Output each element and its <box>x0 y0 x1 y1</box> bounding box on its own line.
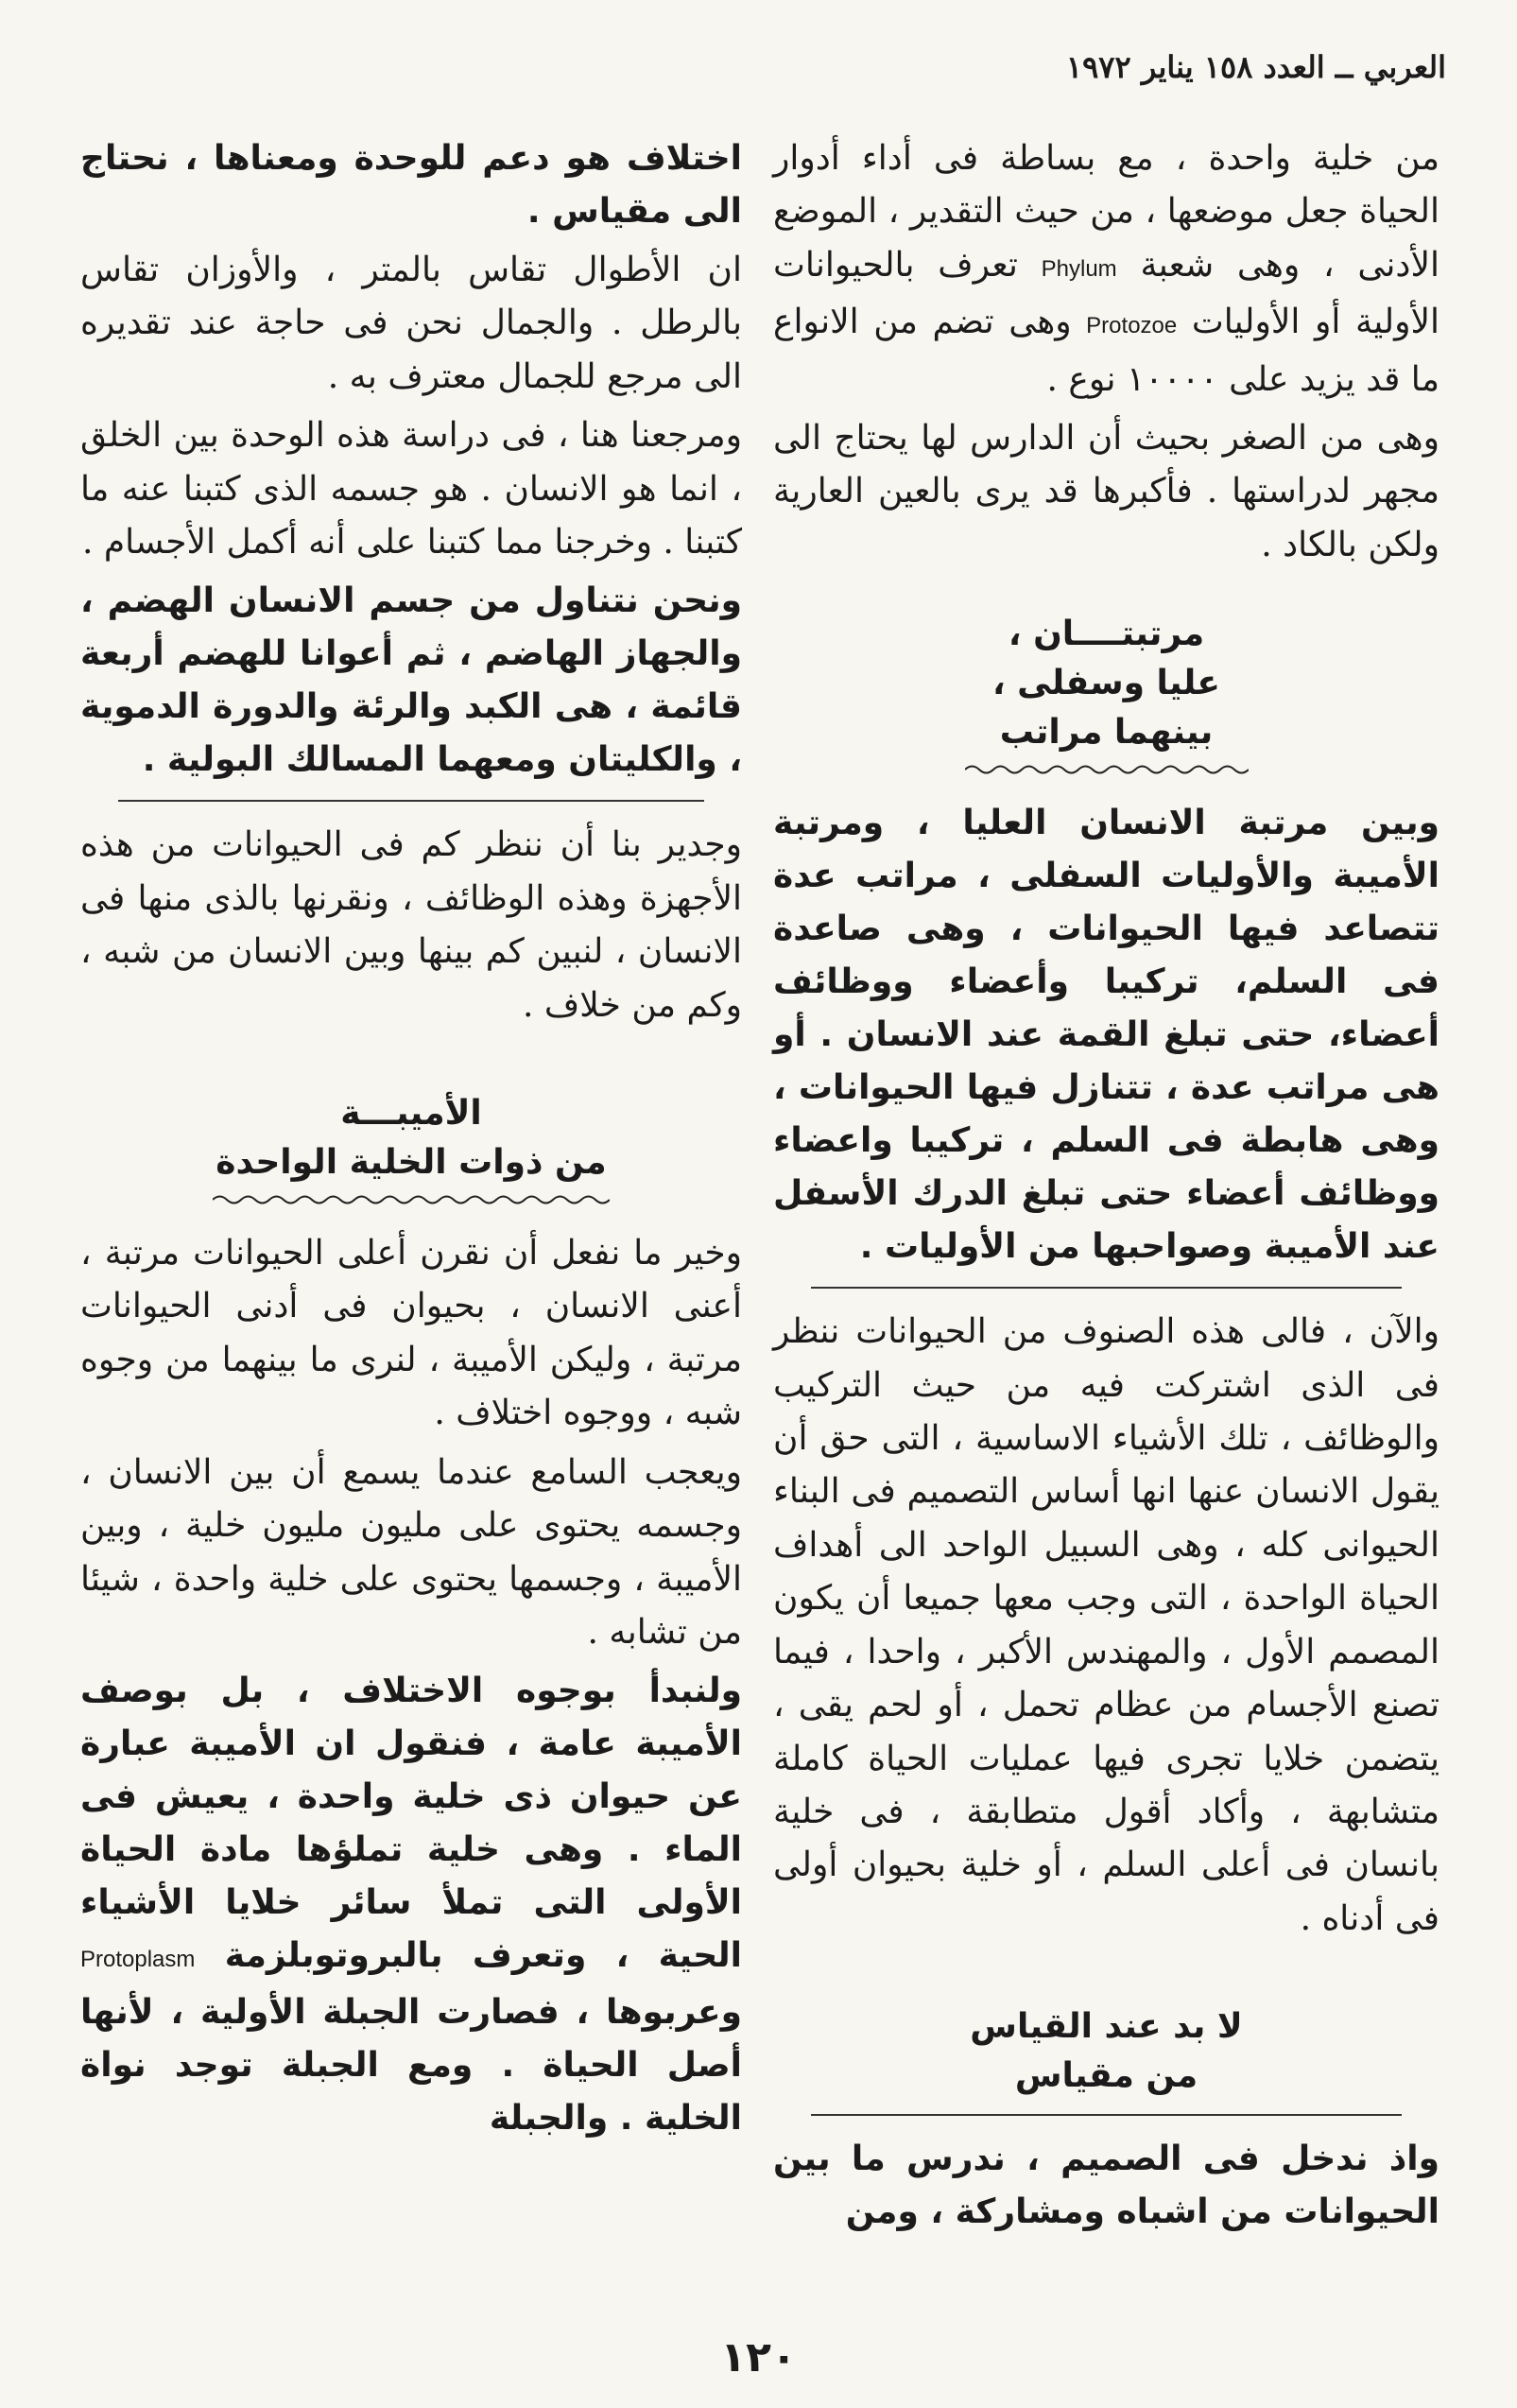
heading-line: الأميبـــة <box>340 1094 482 1134</box>
latin-term-protoplasm: Protoplasm <box>80 1947 196 1973</box>
paragraph: وجدير بنا أن ننظر كم فى الحيوانات من هذه الأجهزة وهذه الوظائف ، ونقرنها بالذى منها فى الانسان ، لنبين كم بينها وبين الانسان من شبه ، وكم من خلاف . <box>80 825 742 1025</box>
heading-line: لا بد عند القياس <box>970 2007 1243 2047</box>
heading-line: بينهما مراتب <box>999 713 1214 753</box>
latin-term-protozoe: Protozoe <box>1086 313 1178 339</box>
bold-paragraph: ونحن نتناول من جسم الانسان الهضم ، والجهاز الهاضم ، ثم أعوانا للهضم أربعة قائمة ، هى الكبد والرئة والدورة الدموية ، والكليتان ومعهما المسالك البولية . <box>80 581 742 780</box>
left-column <box>80 132 742 2151</box>
squiggle-divider <box>213 1193 610 1206</box>
paragraph: وخير ما نفعل أن نقرن أعلى الحيوانات مرتبة ، أعنى الانسان ، بحيوان فى أدنى الحيوانات مرتبة ، وليكن الأميبة ، لنرى ما بينهما من وجوه شبه ، ووجوه اختلاف . <box>80 1234 742 1433</box>
bold-paragraph <box>80 1665 742 2145</box>
divider <box>811 2114 1402 2116</box>
heading-line: عليا وسفلى ، <box>991 664 1221 703</box>
section-heading <box>773 2002 1439 2101</box>
running-header: العربي ــ العدد ١٥٨ يناير ١٩٧٢ <box>1065 49 1446 85</box>
section-heading <box>773 610 1439 757</box>
squiggle-divider <box>965 763 1249 776</box>
right-column <box>773 132 1439 2244</box>
divider <box>811 1287 1402 1289</box>
paragraph: ويعجب السامع عندما يسمع أن بين الانسان ، وجسمه يحتوى على مليون مليون خلية ، وبين الأميبة ، وجسمها يحتوى على خلية واحدة ، شيئا من تشابه . <box>80 1452 742 1652</box>
heading-line: من مقياس <box>1014 2056 1198 2096</box>
heading-line: من ذوات الخلية الواحدة <box>215 1143 607 1183</box>
paragraph: والآن ، فالى هذه الصنوف من الحيوانات ننظر فى الذى اشتركت فيه من حيث التركيب والوظائف ، تلك الأشياء الاساسية ، التى حق أن يقول الانسان عنها انها أساس التصميم فى البناء الحيوانى كله ، وهى السبيل الواحد الى أهداف الحياة الواحدة ، التى وجب معها جميعا أن يكون المصمم الأول ، والمهندس الأكبر ، واحدا ، فيما تصنع الأجسام من عظام تحمل ، أو لحم يقى ، يتضمن خلايا تجرى فيها عمليات الحياة كاملة متشابهة ، وأكاد أقول متطابقة ، فى خلية بانسان فى أعلى السلم ، أو خلية بحيوان أولى فى أدناه . <box>773 1312 1439 1938</box>
paragraph-text: تعرف بالحيوانات الأولية أو الأوليات <box>773 245 1439 342</box>
paragraph-text: وهى تضم من الانواع ما قد يزيد على ١٠٠٠٠ نوع . <box>773 303 1439 399</box>
paragraph: ومرجعنا هنا ، فى دراسة هذه الوحدة بين الخلق ، انما هو الانسان . هو جسمه الذى كتبنا عنه ما كتبنا . وخرجنا مما كتبنا على أنه أكمل الأجسام . <box>80 416 742 563</box>
divider <box>118 800 704 802</box>
page-number: ١٢٠ <box>720 2333 797 2382</box>
section-heading <box>80 1089 742 1187</box>
bold-text: وعربوها ، فصارت الجبلة الأولية ، لأنها أصل الحياة . ومع الجبلة توجد نواة الخلية . والجبلة <box>80 1993 742 2139</box>
bold-paragraph: واذ ندخل فى الصميم ، ندرس ما بين الحيوانات من اشباه ومشاركة ، ومن <box>773 2139 1439 2232</box>
paragraph: وهى من الصغر بحيث أن الدارس لها يحتاج الى مجهر لدراستها . فأكبرها قد يرى بالعين العارية ولكن بالكاد . <box>773 419 1439 564</box>
paragraph-text: من خلية واحدة ، مع بساطة فى أداء أدوار الحياة جعل موضعها ، من حيث التقدير ، الموضع الأدنى ، وهى شعبة <box>773 139 1439 285</box>
heading-line: مرتبتــــان ، <box>1008 615 1205 654</box>
bold-paragraph: وبين مرتبة الانسان العليا ، ومرتبة الأميبة والأوليات السفلى ، مراتب عدة تتصاعد فيها الحيوانات ، وهى صاعدة فى السلم، تركيبا وأعضاء ووظائف أعضاء، حتى تبلغ القمة عند الانسان . أو هى مراتب عدة ، تتنازل فيها الحيوانات ، وهى هابطة فى السلم ، تركيبا واعضاء ووظائف أعضاء حتى تبلغ الدرك الأسفل عند الأميبة وصواحبها من الأوليات . <box>773 804 1439 1267</box>
bold-text: ولنبدأ بوجوه الاختلاف ، بل بوصف الأميبة عامة ، فنقول ان الأميبة عبارة عن حيوان ذى خلية واحدة ، يعيش فى الماء . وهى خلية تملؤها مادة الحياة الأولى التى تملأ سائر خلايا الأشياء الحية ، وتعرف بالبروتوبلزمة <box>80 1672 742 1976</box>
bold-paragraph: اختلاف هو دعم للوحدة ومعناها ، نحتاج الى مقياس . <box>80 139 742 231</box>
latin-term-phylum: Phylum <box>1041 255 1117 282</box>
paragraph <box>773 132 1439 407</box>
paragraph: ان الأطوال تقاس بالمتر ، والأوزان تقاس بالرطل . والجمال نحن فى حاجة عند تقديره الى مرجع للجمال معترف به . <box>80 251 742 396</box>
